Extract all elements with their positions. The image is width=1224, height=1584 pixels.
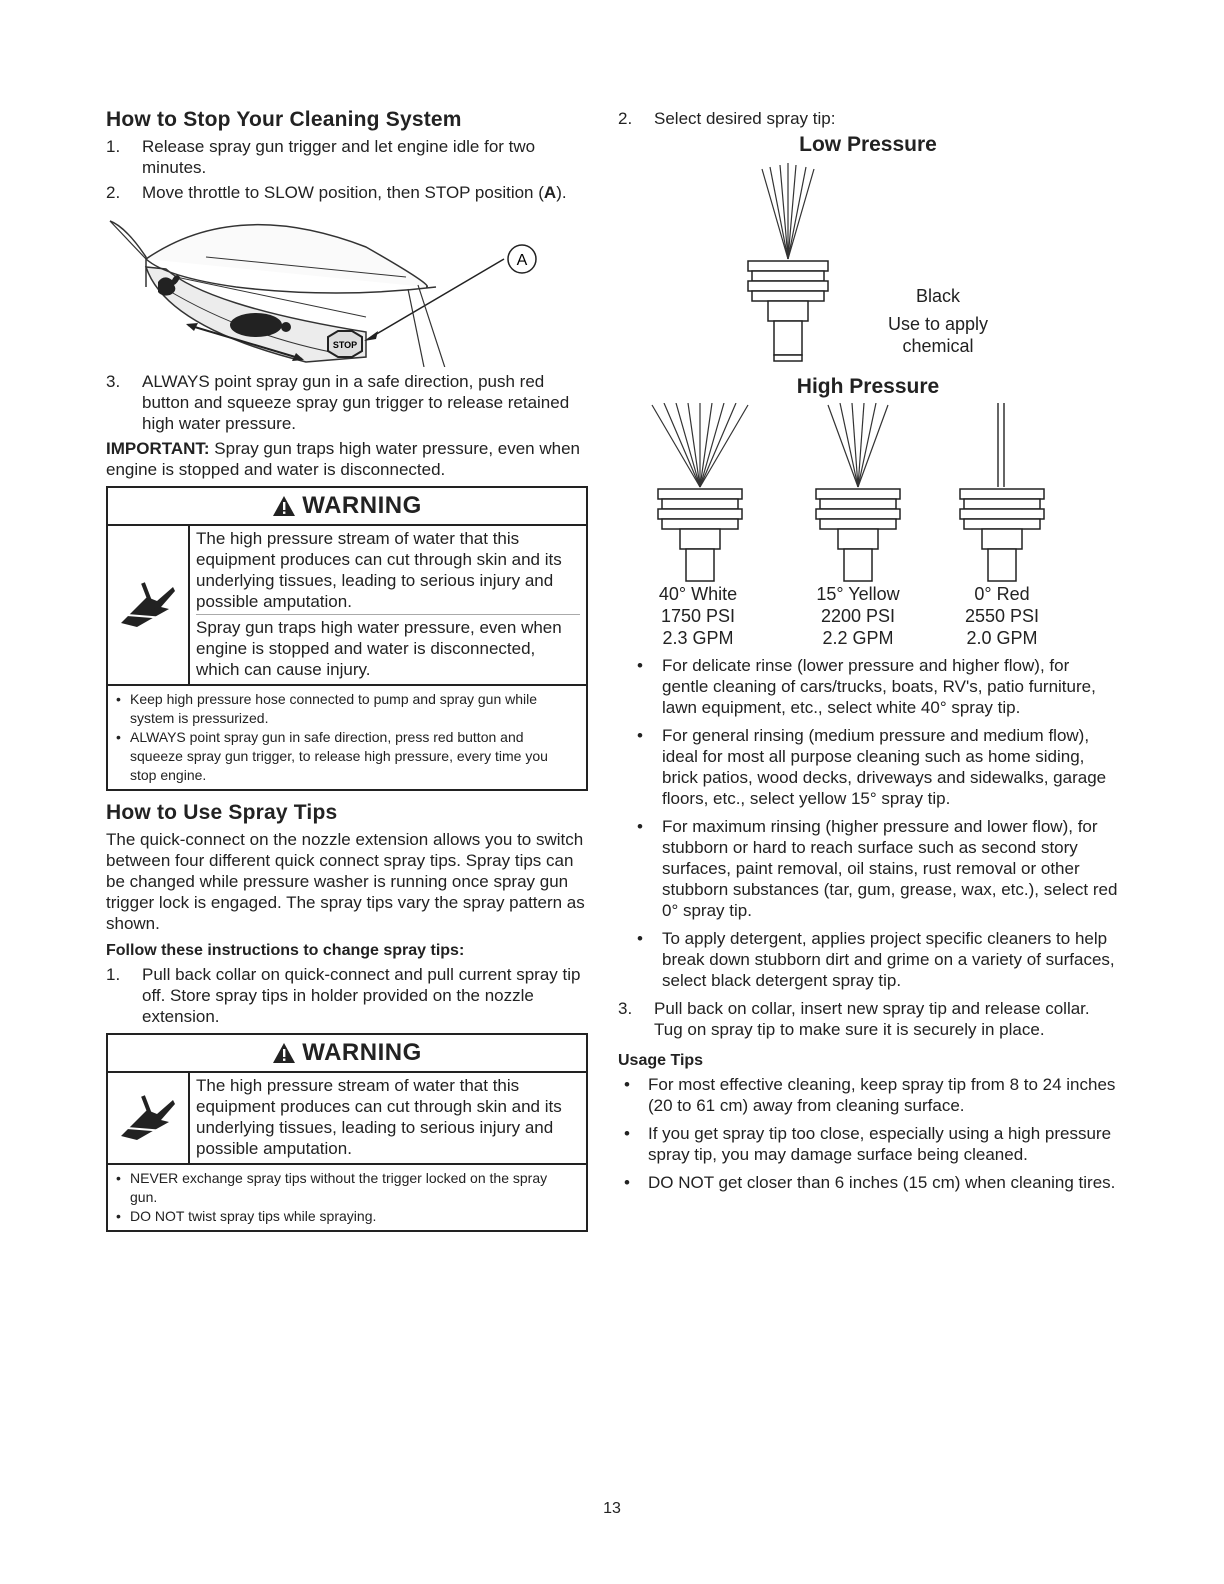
use-spray-tips-text: The quick-connect on the nozzle extension allows you to switch between four different quick connect spray tips. Spray tips can be changed while pressure washer is running once spray gun trigger lock is engaged. The spray tips vary the spray pattern as shown. (106, 830, 585, 933)
svg-text:A: A (516, 252, 528, 269)
warning-2-bullet: • NEVER exchange spray tips without the trigger locked on the spray gun. (116, 1170, 548, 1205)
tip-yellow: 15° Yellow 2200 PSI 2.2 GPM (816, 584, 900, 648)
high-pressure-tips (618, 403, 1118, 648)
tip-usage-bullets (618, 655, 1118, 991)
warning-box-2 (106, 1033, 588, 1232)
list-item: • If you get spray tip too close, especially using a high pressure spray tip, you may damage surface being cleaned. (624, 1124, 1112, 1164)
follow-step-1: 1. Pull back collar on quick-connect and pull current spray tip off. Store spray tips in holder provided on the nozzle extension. (106, 965, 581, 1026)
warning-triangle-icon (272, 1042, 296, 1064)
warning-2-para-1: The high pressure stream of water that this equipment produces can cut through skin and its underlying tissues, leading to serious injury and possible amputation. (196, 1076, 562, 1158)
list-item: • For most effective cleaning, keep spray tip from 8 to 24 inches (20 to 61 cm) away from cleaning surface. (624, 1075, 1116, 1115)
warning-1-bullet: • ALWAYS point spray gun in safe direction, press red button and squeeze spray gun trigger, to release high pressure, every time you stop engine. (116, 729, 548, 783)
warning-box-1 (106, 486, 588, 791)
list-item: • DO NOT get closer than 6 inches (15 cm) when cleaning tires. (624, 1173, 1116, 1192)
hand-injury-icon (117, 1092, 179, 1144)
tip-red: 0° Red 2550 PSI 2.0 GPM (964, 584, 1040, 648)
black-tip-use-line1: Use to apply (887, 314, 989, 334)
high-pressure-tips-illustration (618, 403, 1118, 583)
left-column (106, 108, 588, 1242)
warning-header: WARNING (108, 488, 586, 526)
stop-section-title: How to Stop Your Cleaning System (106, 108, 462, 131)
warning-2-bullet: • DO NOT twist spray tips while spraying. (116, 1208, 377, 1224)
stop-label: STOP (332, 340, 358, 350)
red-0-spray-icon (998, 403, 1004, 487)
black-spray-tip-icon (618, 159, 1118, 369)
select-step-3: 3. Pull back on collar, insert new spray tip and release collar. Tug on spray tip to make sure it is securely in place. (618, 999, 1090, 1039)
turtle-icon (230, 313, 282, 337)
usage-tips-title: Usage Tips (618, 1052, 704, 1069)
right-column (618, 108, 1118, 1200)
follow-instructions-title: Follow these instructions to change spray tips: (106, 942, 465, 959)
low-pressure-title: Low Pressure (799, 133, 937, 156)
list-item: • For delicate rinse (lower pressure and higher flow), for gentle cleaning of cars/trucks, boats, RV's, patio furniture, lawn equipment, etc., select white 40° spray tip. (637, 656, 1096, 717)
stop-step-3: 3. ALWAYS point spray gun in a safe direction, push red button and squeeze spray gun trigger to release retained high water pressure. (106, 372, 570, 433)
black-tip-figure (618, 159, 1118, 369)
yellow-15-spray-icon (828, 403, 888, 487)
high-pressure-title: High Pressure (796, 375, 940, 398)
throttle-figure (106, 207, 588, 367)
tip-white: 40° White 1750 PSI 2.3 GPM (658, 584, 738, 648)
list-item: • For general rinsing (medium pressure and medium flow), ideal for most all purpose cleaning such as home siding, brick patios, wood decks, driveways and sidewalks, garage floors, etc., select yellow 15° spray tip. (637, 726, 1107, 808)
throttle-illustration (106, 207, 588, 367)
use-spray-tips-title: How to Use Spray Tips (106, 801, 338, 824)
warning-1-para-1: The high pressure stream of water that this equipment produces can cut through skin and its underlying tissues, leading to serious injury and possible amputation. (196, 528, 580, 615)
warning-1-para-2: Spray gun traps high water pressure, even when engine is stopped and water is disconnected, which can cause injury. (196, 618, 562, 679)
warning-1-bullet: • Keep high pressure hose connected to pump and spray gun while system is pressurized. (116, 691, 538, 726)
select-step-2: 2. Select desired spray tip: (618, 109, 836, 128)
black-tip-color: Black (915, 286, 960, 306)
warning-triangle-icon (272, 495, 296, 517)
list-item: • For maximum rinsing (higher pressure and lower flow), for stubborn or hard to reach surface such as second story surfaces, paint removal, oil stains, rust removal or other stubborn substances (tar, gum, grease, wax, etc.), select red 0° spray tip. (637, 817, 1118, 920)
important-note: IMPORTANT: Spray gun traps high water pressure, even when engine is stopped and water is disconnected. (106, 439, 580, 479)
stop-step-2: 2. Move throttle to SLOW position, then STOP position (A). (106, 183, 567, 202)
warning-header: WARNING (108, 1035, 586, 1073)
list-item: • To apply detergent, applies project specific cleaners to help break down stubborn dirt and grime on a variety of surfaces, select black detergent spray tip. (637, 929, 1115, 990)
stop-step-1: 1. Release spray gun trigger and let engine idle for two minutes. (106, 137, 536, 177)
black-tip-use-line2: chemical (902, 336, 974, 356)
white-40-spray-icon (652, 403, 748, 487)
page-number: 13 (603, 1500, 621, 1517)
hand-injury-icon (117, 579, 179, 631)
